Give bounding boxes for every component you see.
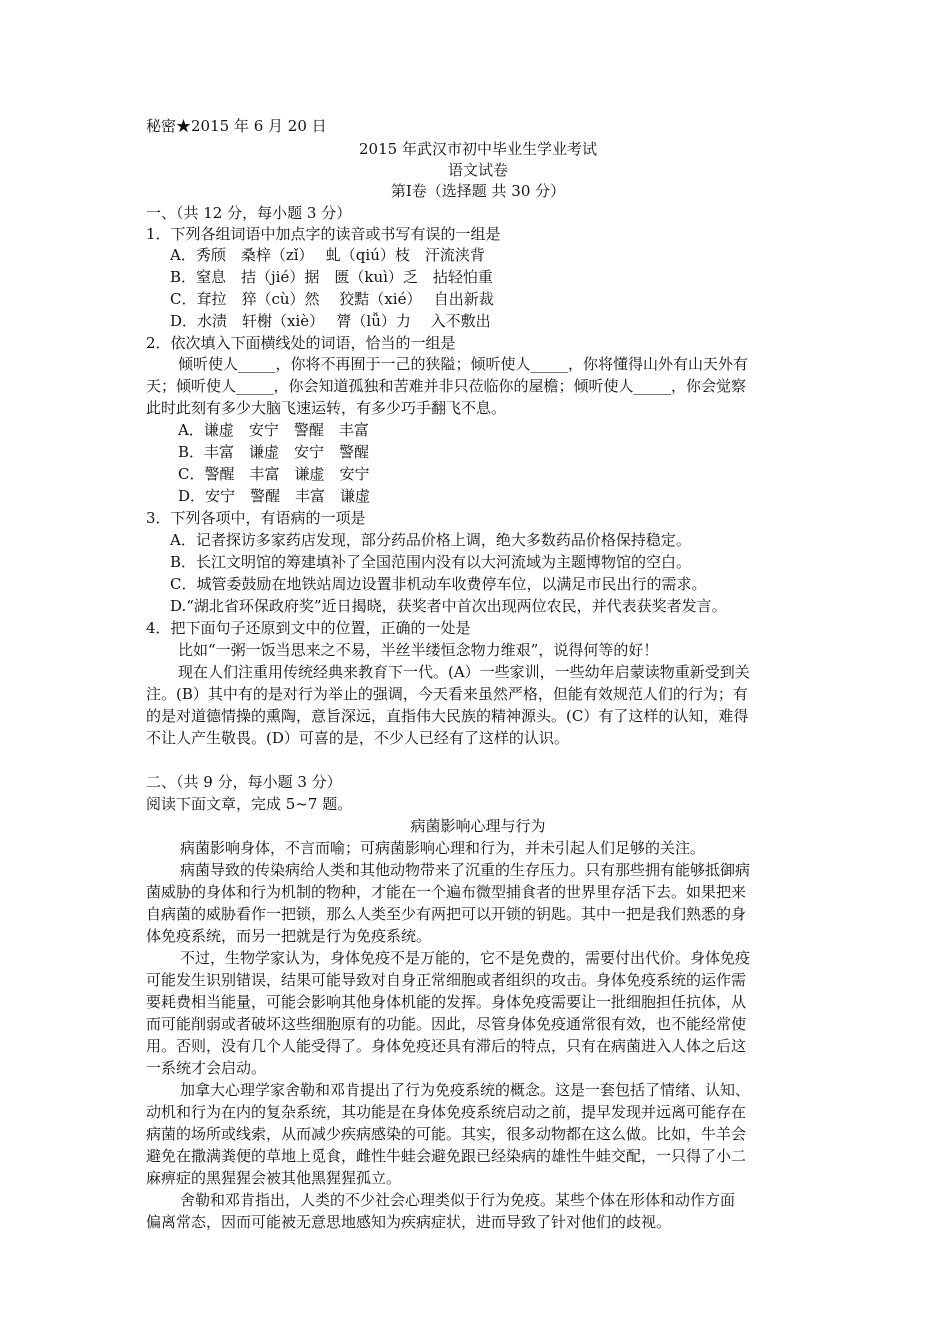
q3-option-b: B．长江文明馆的筹建填补了全国范围内没有以大河流域为主题博物馆的空白。 xyxy=(170,553,692,571)
article-paragraph-line: 不过，生物学家认为，身体免疫不是万能的，它不是免费的，需要付出代价。身体免疫 xyxy=(180,949,751,967)
section1-heading: 一、（共 12 分，每小题 3 分） xyxy=(146,204,352,222)
q2-option-d: D．安宁 警醒 丰富 谦虚 xyxy=(178,487,371,505)
article-paragraph-line: 动机和行为在内的复杂系统，其功能是在身体免疫系统启动之前，提早发现并远离可能存在 xyxy=(146,1103,747,1121)
volume-heading: 第Ⅰ卷（选择题 共 30 分） xyxy=(390,182,566,200)
secret-date-line: 秘密★2015 年 6 月 20 日 xyxy=(146,117,327,135)
q4-passage-line: 现在人们注重用传统经典来教育下一代。(A）一些家训，一些幼年启蒙读物重新受到关 xyxy=(178,663,750,681)
section2-instruction: 阅读下面文章，完成 5~7 题。 xyxy=(146,795,353,813)
article-title: 病菌影响心理与行为 xyxy=(410,817,546,835)
q1-stem: 1．下列各组词语中加点字的读音或书写有误的一组是 xyxy=(146,225,501,243)
article-paragraph-line: 菌威胁的身体和行为机制的物种，才能在一个遍布微型捕食者的世界里存活下去。如果把来 xyxy=(146,883,747,901)
q2-stem: 2．依次填入下面横线处的词语，恰当的一组是 xyxy=(146,334,456,352)
exam-subtitle: 语文试卷 xyxy=(447,161,508,179)
article-paragraph-line: 一系统才会启动。 xyxy=(146,1059,267,1077)
q3-option-c: C．城管委鼓励在地铁站周边设置非机动车收费停车位，以满足市民出行的需求。 xyxy=(170,575,707,593)
q2-option-c: C．警醒 丰富 谦虚 安宁 xyxy=(178,465,370,483)
q2-option-b: B．丰富 谦虚 安宁 警醒 xyxy=(178,443,370,461)
q3-stem: 3．下列各项中，有语病的一项是 xyxy=(146,509,366,527)
q1-option-c: C．耷拉 猝（cù）然 狡黠（xié） 自出新裁 xyxy=(170,290,494,308)
article-paragraph-line: 体免疫系统，而另一把就是行为免疫系统。 xyxy=(146,927,432,945)
article-paragraph-line: 可能发生识别错误，结果可能导致对自身正常细胞或者组织的攻击。身体免疫系统的运作需 xyxy=(146,971,747,989)
q4-passage-line: 的是对道德情操的熏陶，意旨深远，直指伟大民族的精神源头。(C）有了这样的认知，难得 xyxy=(146,707,749,725)
q2-passage-line: 倾听使人_____，你将不再囿于一己的狭隘；倾听使人_____，你将懂得山外有山天外有 xyxy=(178,355,749,373)
article-paragraph-line: 病菌导致的传染病给人类和其他动物带来了沉重的生存压力。只有那些拥有能够抵御病 xyxy=(180,861,751,879)
q4-sentence: 比如“一粥一饭当思来之不易，半丝半缕恒念物力维艰”，说得何等的好！ xyxy=(178,641,659,659)
q1-option-a: A．秀颀 桑梓（zǐ） 虬（qiú）枝 汗流浃背 xyxy=(170,246,485,264)
article-paragraph-line: 用。否则，没有几个人能受得了。身体免疫还具有滞后的特点，只有在病菌进入人体之后这 xyxy=(146,1037,747,1055)
q1-option-b: B．窒息 拮（jié）据 匮（kuì）乏 拈轻怕重 xyxy=(170,268,493,286)
article-paragraph-line: 自病菌的威胁看作一把锁，那么人类至少有两把可以开锁的钥匙。其中一把是我们熟悉的身 xyxy=(146,905,747,923)
q3-option-a: A．记者探访多家药店发现，部分药品价格上调，绝大多数药品价格保持稳定。 xyxy=(170,531,691,549)
article-paragraph-line: 而可能削弱或者破坏这些细胞原有的功能。因此，尽管身体免疫通常很有效，也不能经常使 xyxy=(146,1015,747,1033)
exam-title: 2015 年武汉市初中毕业生学业考试 xyxy=(359,140,597,158)
section2-heading: 二、（共 9 分，每小题 3 分） xyxy=(146,773,342,791)
q1-option-d: D．水渍 轩榭（xiè） 膂（lǚ）力 入不敷出 xyxy=(170,312,491,330)
article-paragraph-line: 避免在撒满粪便的草地上觅食，雌性牛蛙会避免跟已经染病的雄性牛蛙交配，一只得了小二 xyxy=(146,1147,747,1165)
article-paragraph-line: 病菌影响身体，不言而喻；可病菌影响心理和行为，并未引起人们足够的关注。 xyxy=(180,839,706,857)
q4-stem: 4．把下面句子还原到文中的位置，正确的一处是 xyxy=(146,619,471,637)
q2-option-a: A．谦虚 安宁 警醒 丰富 xyxy=(178,421,369,439)
article-paragraph-line: 舍勒和邓肯指出，人类的不少社会心理类似于行为免疫。某些个体在形体和动作方面 xyxy=(180,1191,736,1209)
article-paragraph-line: 要耗费相当能量，可能会影响其他身体机能的发挥。身体免疫需要让一批细胞担任抗体，从 xyxy=(146,993,747,1011)
q2-passage-line: 此时此刻有多少大脑飞速运转，有多少巧手翻飞不息。 xyxy=(146,399,507,417)
q4-passage-line: 不让人产生敬畏。(D）可喜的是，不少人已经有了这样的认识。 xyxy=(146,729,569,747)
article-paragraph-line: 病菌的场所或线索，从而减少疾病感染的可能。其实，很多动物都在这么做。比如，牛羊会 xyxy=(146,1125,747,1143)
article-paragraph-line: 加拿大心理学家舍勒和邓肯提出了行为免疫系统的概念。这是一套包括了情绪、认知、 xyxy=(180,1081,751,1099)
article-paragraph-line: 麻痹症的黑猩猩会被其他黑猩猩孤立。 xyxy=(146,1169,402,1187)
article-paragraph-line: 偏离常态，因而可能被无意思地感知为疾病症状，进而导致了针对他们的歧视。 xyxy=(146,1213,672,1231)
q4-passage-line: 注。(B）其中有的是对行为举止的强调，今天看来虽然严格，但能有效规范人们的行为；有 xyxy=(146,685,748,703)
q3-option-d: D.“湖北省环保政府奖”近日揭晓，获奖者中首次出现两位农民，并代表获奖者发言。 xyxy=(170,597,727,615)
q2-passage-line: 天；倾听使人_____，你会知道孤独和苦难并非只莅临你的屋檐；倾听使人_____，你会觉察 xyxy=(146,377,747,395)
